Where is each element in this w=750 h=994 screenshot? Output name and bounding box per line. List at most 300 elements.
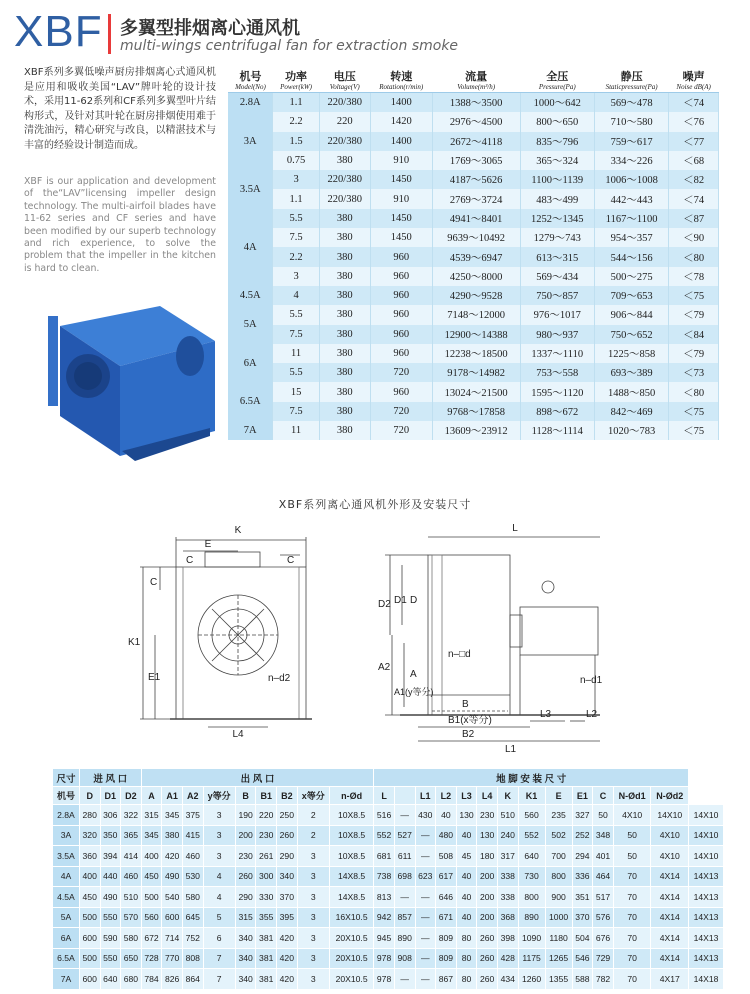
dim-cell: 350 [100,825,121,846]
dim-col-header: A2 [182,787,203,805]
dim-model-cell: 3.5A [53,846,80,867]
dim-cell: 351 [572,887,593,908]
dim-cell: 261 [256,846,277,867]
dim-cell: 3 [297,887,329,908]
dim-cell: 14X13 [689,928,724,949]
perf-cell: 5.5 [273,363,319,382]
dim-cell: 320 [79,825,100,846]
dim-cell: 1090 [518,928,545,949]
dim-model-cell: 6A [53,928,80,949]
dim-cell: 355 [256,907,277,928]
perf-cell: ＜74 [669,189,719,208]
dim-cell: 576 [593,907,614,928]
dim-cell: 600 [79,969,100,990]
dim-label-nd2: n–d2 [268,673,291,684]
dim-cell: 40 [436,805,457,826]
perf-cell: 1225～858 [594,344,668,363]
dim-col-header: E [545,787,572,805]
dim-row [53,846,724,867]
dim-col-header [394,787,415,805]
perf-cell: 1128～1114 [520,421,594,440]
dim-cell: 480 [436,825,457,846]
dim-cell: 400 [141,846,162,867]
dim-cell: 7 [203,948,235,969]
perf-col-header-en: Staticpressure(Pa) [605,83,658,91]
dim-cell: 5 [203,907,235,928]
dim-cell: 240 [497,825,518,846]
dim-cell: 510 [497,805,518,826]
dim-cell: 510 [121,887,142,908]
perf-cell: 380 [319,247,370,266]
dim-cell: 14X8.5 [329,887,373,908]
dim-cell: 4X10 [651,846,689,867]
dim-cell: 3 [297,907,329,928]
dim-model-cell: 2.8A [53,805,80,826]
dim-row [53,948,724,969]
dim-label-b2: B2 [462,729,475,740]
perf-col-header-en: Volume(m³/h) [457,83,496,91]
installation-drawing [0,515,750,765]
dim-cell: 428 [497,948,518,969]
perf-cell: 380 [319,421,370,440]
dim-cell: 640 [100,969,121,990]
dim-cell: 1000 [545,907,572,928]
dim-model-cell: 7A [53,969,80,990]
dim-cell: 130 [456,805,477,826]
dim-cell: 900 [545,887,572,908]
perf-cell: 753～558 [520,363,594,382]
dim-col-header: C [593,787,614,805]
perf-cell: 334～226 [594,151,668,170]
dim-cell: 260 [477,928,498,949]
perf-cell: 5.5 [273,305,319,324]
perf-cell: 960 [370,286,432,305]
perf-cell: 960 [370,344,432,363]
dim-cell: 813 [374,887,395,908]
dim-cell: 70 [613,969,651,990]
dim-label-e1: E1 [148,672,161,683]
dim-cell: 530 [182,866,203,887]
dim-cell: 235 [545,805,572,826]
perf-cell: 960 [370,325,432,344]
perf-cell: 365～324 [520,151,594,170]
dim-cell: 401 [593,846,614,867]
dim-cell: 14X13 [689,866,724,887]
dim-cell: 490 [100,887,121,908]
dim-cell: 20X10.5 [329,969,373,990]
dim-cell: 504 [572,928,593,949]
page-title: 多翼型排烟离心通风机 [120,18,300,39]
perf-cell: 720 [370,363,432,382]
perf-cell: ＜79 [669,305,719,324]
dim-cell: 460 [182,846,203,867]
dim-cell: 450 [79,887,100,908]
perf-row [228,209,719,228]
dimension-table [52,768,724,990]
perf-cell: 759～617 [594,132,668,151]
dim-cell: 220 [256,805,277,826]
perf-cell: 720 [370,402,432,421]
perf-cell: ＜84 [669,325,719,344]
dim-cell: 70 [613,928,651,949]
dim-cell: 230 [235,846,256,867]
perf-cell: ＜87 [669,209,719,228]
dim-cell: 70 [613,887,651,908]
dim-cell: 20X10.5 [329,948,373,969]
perf-cell: 2.2 [273,247,319,266]
dim-col-header: N-Ød1 [613,787,651,805]
dim-cell: 809 [436,948,457,969]
dim-cell: 588 [572,969,593,990]
perf-cell: 7.5 [273,228,319,247]
dim-cell: 317 [497,846,518,867]
perf-cell: 380 [319,151,370,170]
perf-cell: 220/380 [319,170,370,189]
perf-row [228,189,719,208]
performance-table [228,70,719,440]
perf-model-cell: 4A [228,209,273,286]
perf-model-cell: 3A [228,112,273,170]
perf-col-header [520,70,594,93]
dim-cell: 10X8.5 [329,846,373,867]
perf-col-header-cn: 流量 [465,71,488,83]
dim-cell: 40 [456,866,477,887]
dim-model-cell: 3A [53,825,80,846]
dim-cell: 809 [436,928,457,949]
perf-cell: 1279～743 [520,228,594,247]
perf-col-header-cn: 全压 [546,71,569,83]
dim-cell: 4X14 [651,907,689,928]
perf-cell: 2769～3724 [432,189,520,208]
dim-cell: 728 [141,948,162,969]
perf-cell: 1006～1008 [594,170,668,189]
dim-label-c-right: C [287,555,295,566]
dim-cell: 260 [477,969,498,990]
dim-col-header: E1 [572,787,593,805]
dim-cell: 552 [518,825,545,846]
perf-cell: 906～844 [594,305,668,324]
perf-col-header-en: Voltage(V) [329,83,360,91]
perf-cell: 380 [319,267,370,286]
dim-cell: 338 [497,887,518,908]
dim-cell: 420 [277,948,298,969]
perf-cell: 1.1 [273,189,319,208]
dim-cell: 250 [277,805,298,826]
dim-cell: 340 [235,928,256,949]
perf-cell: 11 [273,421,319,440]
dim-model-cell: 4A [53,866,80,887]
dim-cell: 580 [121,928,142,949]
dim-cell: 260 [235,866,256,887]
dim-cell: 16X10.5 [329,907,373,928]
dim-cell: 290 [235,887,256,908]
perf-row [228,325,719,344]
dim-cell: 381 [256,928,277,949]
dim-cell: 252 [572,825,593,846]
perf-cell: 0.75 [273,151,319,170]
dim-cell: 415 [182,825,203,846]
perf-cell: ＜77 [669,132,719,151]
dim-cell: 3 [297,866,329,887]
perf-col-header-en: Pressure(Pa) [538,83,576,91]
dim-col-header: L4 [477,787,498,805]
perf-row [228,247,719,266]
perf-cell: 7.5 [273,402,319,421]
perf-cell: 2672～4118 [432,132,520,151]
dim-cell: 546 [572,948,593,969]
dim-cell: 752 [182,928,203,949]
dim-cell: 434 [497,969,518,990]
perf-cell: 1000～642 [520,93,594,113]
perf-cell: 960 [370,305,432,324]
dim-cell: 40 [456,887,477,908]
dim-cell: 3 [297,969,329,990]
perf-model-cell: 7A [228,421,273,440]
perf-cell: 910 [370,189,432,208]
dim-cell: 45 [456,846,477,867]
dim-cell: 3 [203,846,235,867]
dim-cell: 80 [456,969,477,990]
perf-cell: ＜74 [669,93,719,113]
dim-cell: 14X8.5 [329,866,373,887]
perf-model-cell: 4.5A [228,286,273,305]
perf-col-header-cn: 噪声 [682,71,705,83]
dim-cell: 617 [436,866,457,887]
dim-cell: 340 [277,866,298,887]
perf-cell: ＜80 [669,382,719,401]
dim-cell: 908 [394,948,415,969]
dim-cell: 370 [572,907,593,928]
perf-cell: 1769～3065 [432,151,520,170]
perf-col-header-cn: 转速 [390,71,413,83]
dim-cell: 348 [593,825,614,846]
perf-row [228,228,719,247]
dim-cell: 40 [456,825,477,846]
perf-row [228,112,719,131]
perf-cell: 544～156 [594,247,668,266]
dim-cell: 50 [593,805,614,826]
perf-row [228,382,719,401]
perf-cell: 709～653 [594,286,668,305]
dim-cell: 646 [436,887,457,908]
dim-label-d: D [410,595,418,606]
perf-cell: 380 [319,344,370,363]
perf-cell: 569～478 [594,93,668,113]
dim-cell: 430 [415,805,436,826]
dim-label-l1: L1 [505,744,517,755]
dim-cell: 450 [141,866,162,887]
dim-col-header: L2 [436,787,457,805]
perf-col-header [669,70,719,93]
dim-cell: 640 [518,846,545,867]
dim-cell: 1355 [545,969,572,990]
perf-cell: 13024～21500 [432,382,520,401]
dim-cell: 14X13 [689,948,724,969]
perf-row [228,344,719,363]
dim-group-outlet: 出 风 口 [141,769,374,787]
perf-col-header-en: Power(kW) [280,83,313,91]
dim-cell: 517 [593,887,614,908]
dim-cell: 414 [121,846,142,867]
perf-cell: ＜75 [669,421,719,440]
dim-cell: 516 [374,805,395,826]
perf-col-header [228,70,273,93]
dim-cell: — [415,907,436,928]
dim-cell: 527 [394,825,415,846]
dim-cell: 394 [100,846,121,867]
dim-cell: 738 [374,866,395,887]
perf-cell: 800～650 [520,112,594,131]
drawing-title: XBF系列离心通风机外形及安装尺寸 [278,498,472,511]
dim-label-a2: A2 [378,662,391,673]
perf-cell: 4290～9528 [432,286,520,305]
page-subtitle: multi-wings centrifugal fan for extraction smoke [120,38,459,54]
perf-cell: 7148～12000 [432,305,520,324]
dim-cell: 671 [436,907,457,928]
perf-cell: 1.1 [273,93,319,113]
dim-cell: — [415,948,436,969]
perf-cell: 4539～6947 [432,247,520,266]
dim-row [53,907,724,928]
dim-label-a1: A1(y等分) [394,687,434,697]
dim-cell: 611 [394,846,415,867]
dim-cell: 14X10 [689,805,724,826]
dim-cell: — [415,825,436,846]
dim-group-header-row [53,769,724,787]
perf-cell: 9639～10492 [432,228,520,247]
dim-cell: 460 [121,866,142,887]
dim-label-k1: K1 [128,637,141,648]
dim-cell: 714 [162,928,183,949]
dim-cell: 375 [182,805,203,826]
dim-cell: 2 [297,825,329,846]
perf-col-header [319,70,370,93]
dim-label-l4: L4 [232,729,244,740]
dim-cell: 381 [256,948,277,969]
dim-cell: 70 [613,948,651,969]
perf-cell: 1450 [370,228,432,247]
perf-col-header-cn: 静压 [620,71,643,83]
perf-cell: 842～469 [594,402,668,421]
perf-cell: 220 [319,112,370,131]
dim-cell: 1260 [518,969,545,990]
perf-col-header [370,70,432,93]
dim-col-header: K1 [518,787,545,805]
dim-cell: 4X14 [651,928,689,949]
dim-cell: 500 [79,948,100,969]
perf-cell: 898～672 [520,402,594,421]
dim-cell: 600 [162,907,183,928]
dim-cell: 40 [456,907,477,928]
dim-cell: 14X13 [689,907,724,928]
dim-cell: 4X14 [651,887,689,908]
dim-group-inlet: 进 风 口 [79,769,141,787]
dim-cell: 10X8.5 [329,825,373,846]
dim-cell: 340 [235,969,256,990]
dim-cell: 580 [182,887,203,908]
dim-label-c-side: C [150,577,158,588]
dim-col-header-row [53,787,724,805]
perf-cell: 5.5 [273,209,319,228]
perf-cell: 960 [370,382,432,401]
dim-cell: 4X14 [651,948,689,969]
perf-cell: 15 [273,382,319,401]
perf-cell: 3 [273,170,319,189]
perf-cell: 960 [370,267,432,286]
perf-model-cell: 5A [228,305,273,344]
perf-col-header-en: Rotation(r/min) [379,83,424,91]
dim-cell: 600 [79,928,100,949]
dim-model-cell: 4.5A [53,887,80,908]
dim-cell: 14X18 [689,969,724,990]
dim-cell: 500 [79,907,100,928]
dim-cell: 327 [572,805,593,826]
perf-cell: 613～315 [520,247,594,266]
dim-label-b1: B1(x等分) [448,715,492,726]
perf-cell: 1400 [370,93,432,113]
perf-col-header [594,70,668,93]
perf-cell: 4187～5626 [432,170,520,189]
dim-cell: 14X10 [651,805,689,826]
dim-cell: 370 [277,887,298,908]
dim-cell: 322 [121,805,142,826]
perf-cell: ＜79 [669,344,719,363]
dim-cell: 230 [256,825,277,846]
perf-cell: ＜82 [669,170,719,189]
perf-cell: 569～434 [520,267,594,286]
dim-group-size: 尺寸 [53,769,80,787]
dim-cell: 330 [256,887,277,908]
perf-cell: 954～357 [594,228,668,247]
perf-cell: 9178～14982 [432,363,520,382]
perf-cell: 380 [319,325,370,344]
perf-cell: 220/380 [319,189,370,208]
perf-cell: 980～937 [520,325,594,344]
dim-cell: 650 [121,948,142,969]
dim-cell: 260 [277,825,298,846]
dim-cell: 360 [79,846,100,867]
dim-cell: 3 [297,948,329,969]
dim-cell: 500 [141,887,162,908]
dim-cell: 3 [203,825,235,846]
perf-cell: 12238～18500 [432,344,520,363]
dim-row [53,928,724,949]
dim-cell: 700 [545,846,572,867]
dim-col-header: N-Ød2 [651,787,689,805]
perf-row [228,305,719,324]
dim-cell: 890 [394,928,415,949]
dim-cell: 800 [545,866,572,887]
dim-col-header: B1 [256,787,277,805]
dim-cell: 368 [497,907,518,928]
perf-row [228,286,719,305]
perf-cell: 220/380 [319,93,370,113]
dim-label-l3: L3 [540,709,552,720]
dim-cell: 645 [182,907,203,928]
dim-col-header: A [141,787,162,805]
dim-cell: 440 [100,866,121,887]
dim-cell: 552 [374,825,395,846]
dim-cell: 826 [162,969,183,990]
dim-cell: 7 [203,969,235,990]
perf-row [228,421,719,440]
dim-cell: 315 [235,907,256,928]
dim-label-nd: n–□d [448,649,471,660]
dim-cell: 4X14 [651,866,689,887]
dim-cell: 623 [415,866,436,887]
perf-col-header-cn: 电压 [333,71,356,83]
fan-product-image [40,296,230,466]
